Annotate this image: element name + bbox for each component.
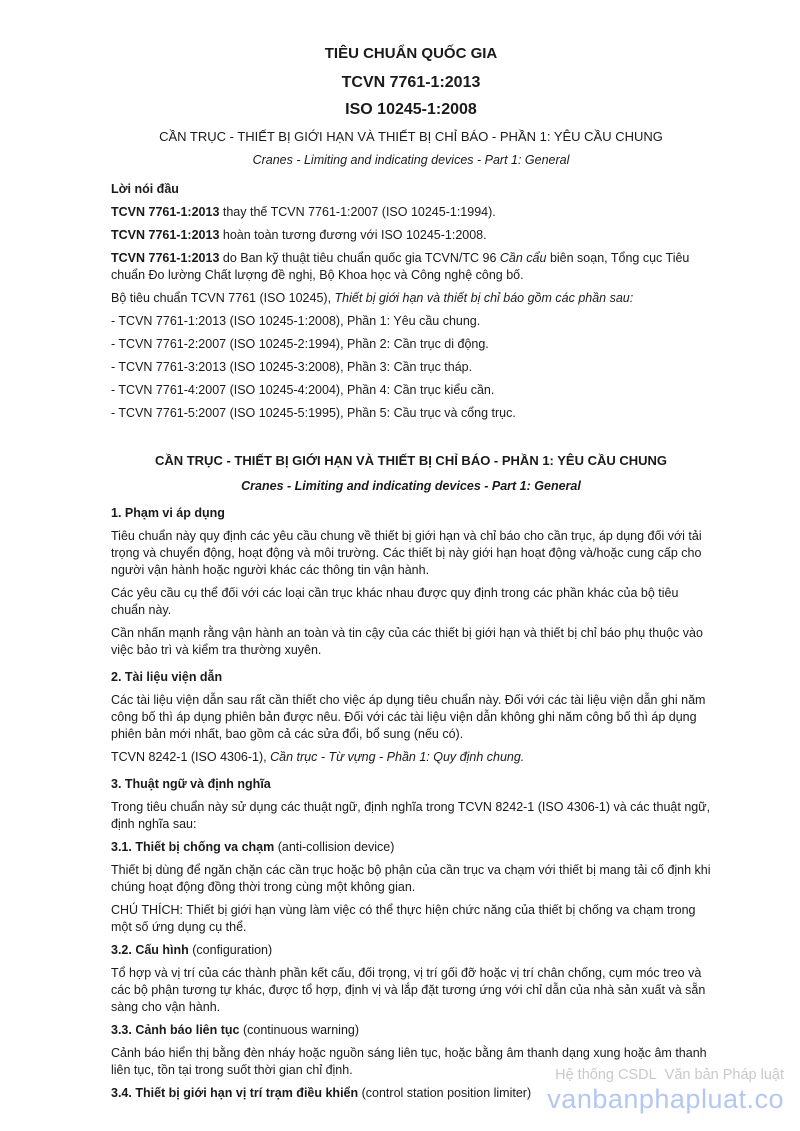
section-1-p2: Các yêu cầu cụ thể đối với các loại cần trục khác nhau được quy định trong các phần khác của bộ tiêu chuẩn này.: [111, 586, 679, 617]
foreword-p2: [111, 227, 711, 244]
term-3-3-definition: Cảnh báo hiển thị bằng đèn nháy hoặc nguồn sáng liên tục, hoặc bằng âm thanh dạng xung hoặc âm thanh liên tục, tồn tại trong suốt thời gian chỉ định.: [111, 1046, 707, 1077]
iso-code: ISO 10245-1:2008: [345, 101, 477, 118]
term-3-2-english: (configuration): [188, 943, 273, 957]
foreword-p1: [111, 204, 711, 221]
reference-code: TCVN 8242-1 (ISO 4306-1),: [111, 750, 271, 764]
foreword-p1-code: TCVN 7761-1:2013: [111, 205, 220, 219]
term-3-1-note: CHÚ THÍCH: Thiết bị giới hạn vùng làm việc có thể thực hiện chức năng của thiết bị chống va chạm trong một số ứng dụng cụ thể.: [111, 903, 696, 934]
term-3-4-heading: [111, 1085, 711, 1102]
term-3-2-definition: Tổ hợp và vị trí của các thành phần kết cấu, đối trọng, vị trí gối đỡ hoặc vị trí chân chống, cụm móc treo và các bộ phận tương tự khác, được tổ hợp, định vị và lắp đặt tương ứng với chỉ dẫn của nhà sản xuất và sẵn sàng cho vận hành.: [111, 966, 706, 1014]
term-3-2-heading: [111, 942, 711, 959]
foreword-p1-text: thay thế TCVN 7761-1:2007 (ISO 10245-1:1994).: [219, 205, 496, 219]
watermark-site: vanbanphapluat.co: [547, 1083, 784, 1114]
section-2-heading: 2. Tài liệu viện dẫn: [111, 670, 223, 684]
foreword-p3-text2: biên soạn, Tổng cục Tiêu chuẩn Đo lường Chất lượng đề nghị, Bộ Khoa học và Công nghệ công bố.: [111, 251, 690, 282]
reference-title: Cần trục - Từ vựng - Phần 1: Quy định chung.: [270, 750, 525, 764]
term-3-4-title: 3.4. Thiết bị giới hạn vị trí trạm điều khiển: [111, 1086, 359, 1100]
foreword-p3: [111, 250, 711, 284]
term-3-3-heading: [111, 1022, 711, 1039]
term-3-4-english: (control station position limiter): [358, 1086, 532, 1100]
term-3-1-title: 3.1. Thiết bị chống va chạm: [111, 840, 275, 854]
watermark-caption-part2: Văn bản Pháp luật: [664, 1067, 784, 1084]
foreword-p3-committee: Cần cẩu: [499, 251, 547, 265]
section-1-heading: 1. Phạm vi áp dụng: [111, 506, 225, 520]
term-3-3-title: 3.3. Cảnh báo liên tục: [111, 1023, 240, 1037]
foreword-heading: Lời nói đầu: [111, 182, 179, 196]
standard-parts-list: [111, 313, 711, 422]
part-item-2: - TCVN 7761-2:2007 (ISO 10245-2:1994), Phần 2: Cần trục di động.: [111, 337, 489, 351]
term-3-1-heading: [111, 839, 711, 856]
term-3-1-definition: Thiết bị dùng để ngăn chặn các cần trục hoặc bộ phận của cần trục va chạm với thiết bị mang tải cố định khi chúng hoạt động đồng thời trong cùng một không gian.: [111, 863, 711, 894]
foreword-p2-text: hoàn toàn tương đương với ISO 10245-1:2008.: [219, 228, 487, 242]
foreword-p3-code: TCVN 7761-1:2013: [111, 251, 220, 265]
term-3-1-english: (anti-collision device): [274, 840, 395, 854]
foreword-p4: [111, 290, 711, 307]
part-item-5: - TCVN 7761-5:2007 (ISO 10245-5:1995), Phần 5: Cầu trục và cổng trục.: [111, 406, 516, 420]
foreword-p4-text: Bộ tiêu chuẩn TCVN 7761 (ISO 10245),: [111, 291, 335, 305]
doc-type-title: TIÊU CHUẨN QUỐC GIA: [324, 45, 498, 62]
term-3-3-english: (continuous warning): [239, 1023, 360, 1037]
section-3-intro: Trong tiêu chuẩn này sử dụng các thuật ngữ, định nghĩa trong TCVN 8242-1 (ISO 4306-1) và các thuật ngữ, định nghĩa sau:: [111, 800, 711, 831]
section-3-heading: 3. Thuật ngữ và định nghĩa: [111, 777, 271, 791]
part-item-4: - TCVN 7761-4:2007 (ISO 10245-4:2004), Phần 4: Cần trục kiểu cần.: [111, 383, 495, 397]
doc-title-vi: CẦN TRỤC - THIẾT BỊ GIỚI HẠN VÀ THIẾT BỊ CHỈ BÁO - PHẦN 1: YÊU CẦU CHUNG: [159, 129, 663, 144]
term-3-2-title: 3.2. Cấu hình: [111, 943, 189, 957]
watermark-caption-part1: Hệ thống CSDL: [555, 1067, 657, 1084]
doc-title-en: Cranes - Limiting and indicating devices - Part 1: General: [252, 153, 570, 167]
section-1-p1: Tiêu chuẩn này quy định các yêu cầu chung về thiết bị giới hạn và chỉ báo cho cần trục, áp dụng đối với tải trọng và chuyển động, hoạt động và môi trường. Các thiết bị này giới hạn hoạt động và/hoặc cung cấp cho người vận hành hoặc người khác các thông tin vận hành.: [111, 529, 702, 577]
section-1-p3: Cần nhấn mạnh rằng vận hành an toàn và tin cậy của các thiết bị giới hạn và thiết bị chỉ báo phụ thuộc vào việc bảo trì và kiểm tra thường xuyên.: [111, 626, 703, 657]
tcvn-code: TCVN 7761-1:2013: [341, 74, 481, 91]
section-2-p1: Các tài liệu viện dẫn sau rất cần thiết cho việc áp dụng tiêu chuẩn này. Đối với các tài liệu viện dẫn ghi năm công bố thì áp dụng phiên bản được nêu. Đối với các tài liệu viện dẫn không ghi năm công bố thì áp dụng phiên bản mới nhất, bao gồm cả các sửa đổi, bổ sung (nếu có).: [111, 693, 706, 741]
foreword-p3-text1: do Ban kỹ thuật tiêu chuẩn quốc gia TCVN/TC 96: [219, 251, 500, 265]
main-title-vi: CẦN TRỤC - THIẾT BỊ GIỚI HẠN VÀ THIẾT BỊ CHỈ BÁO - PHẦN 1: YÊU CẦU CHUNG: [154, 453, 668, 468]
foreword-p2-code: TCVN 7761-1:2013: [111, 228, 220, 242]
main-title-en: Cranes - Limiting and indicating devices - Part 1: General: [241, 479, 581, 493]
document-content: [111, 0, 711, 1108]
part-item-3: - TCVN 7761-3:2013 (ISO 10245-3:2008), Phần 3: Cần trục tháp.: [111, 360, 473, 374]
section-2-reference: [111, 749, 711, 766]
foreword-p4-series-title: Thiết bị giới hạn và thiết bị chỉ báo gồm các phần sau:: [334, 291, 634, 305]
part-item-1: - TCVN 7761-1:2013 (ISO 10245-1:2008), Phần 1: Yêu cầu chung.: [111, 314, 481, 328]
